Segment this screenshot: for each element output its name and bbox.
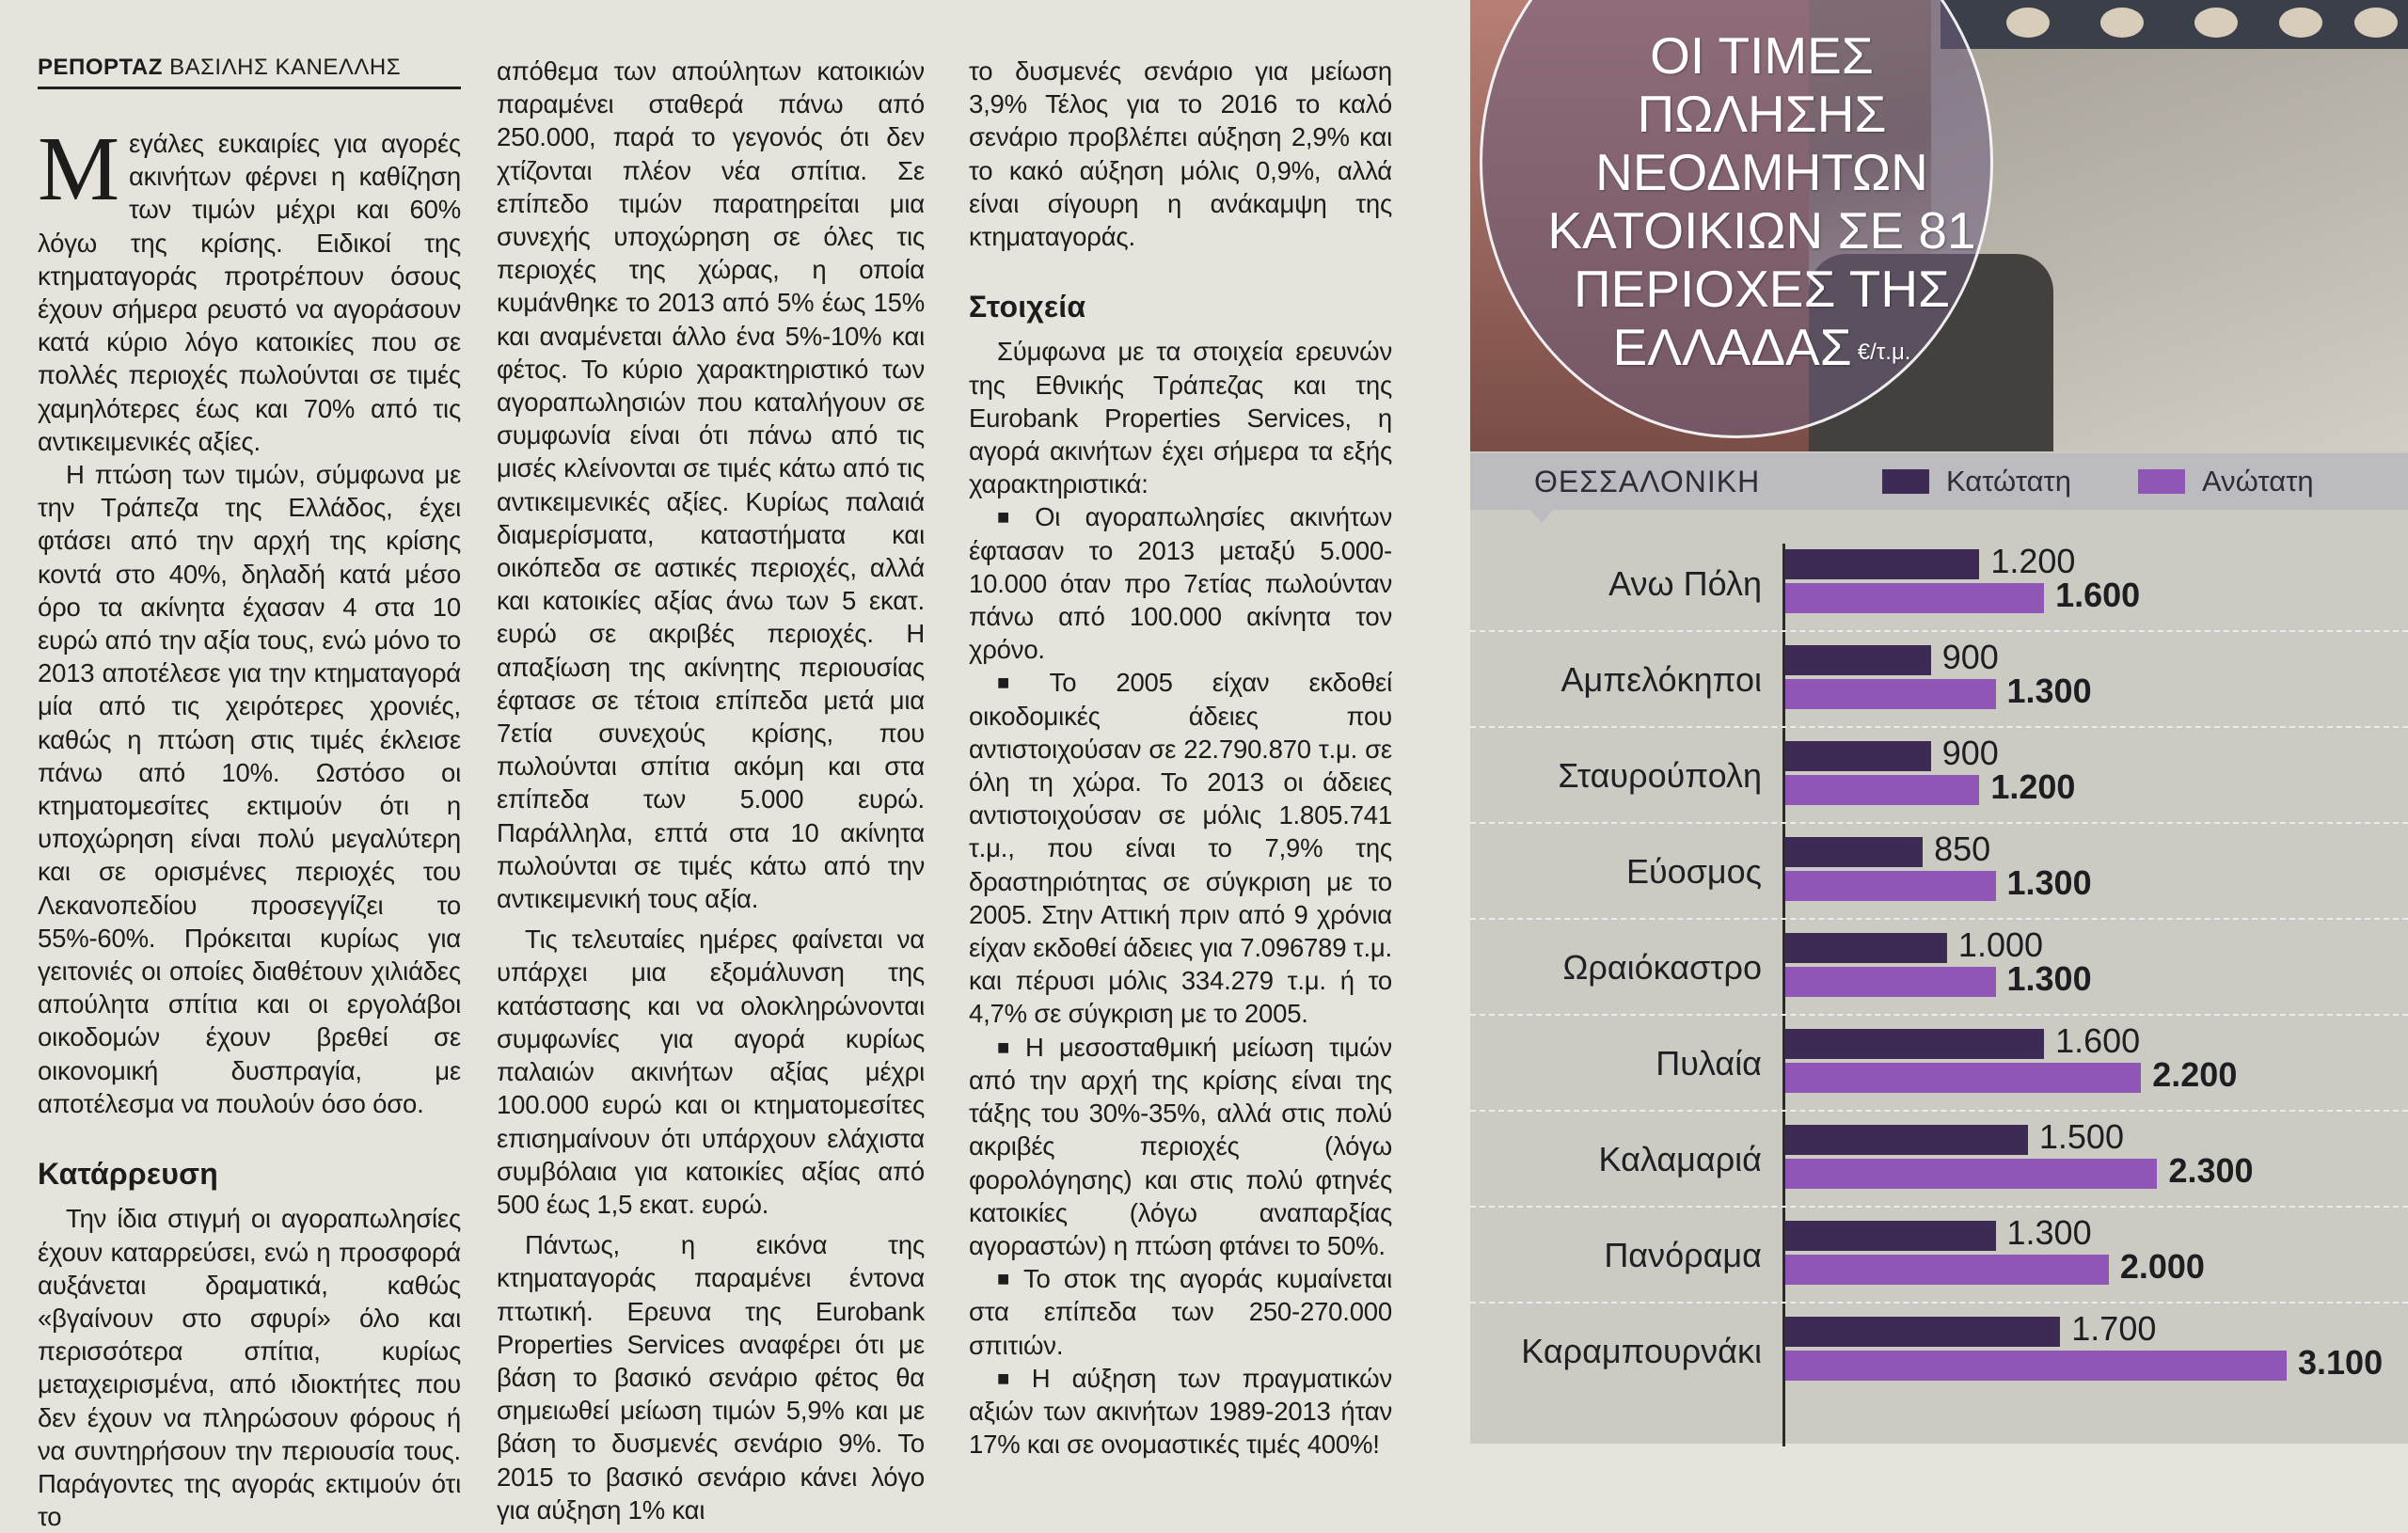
data-label-min: 1.500 [2038, 1117, 2124, 1156]
article-text-col1 [38, 119, 461, 1533]
data-label-max: 2.300 [2168, 1151, 2254, 1190]
data-label-max: 1.300 [2006, 672, 2092, 710]
bar-max [1785, 583, 2044, 613]
row-separator [1470, 1110, 2408, 1112]
subheading-data: Στοιχεία [969, 290, 1086, 324]
lead-paragraph [38, 119, 461, 458]
category-label: Πανόραμα [1604, 1236, 1762, 1274]
data-label-min: 1.600 [2055, 1021, 2141, 1060]
legend-swatch-high [2138, 469, 2185, 494]
category-label: Ωραιόκαστρο [1562, 948, 1762, 987]
bar-min [1785, 1029, 2044, 1059]
legend-pointer [1529, 508, 1555, 523]
category-label: Εύοσμος [1625, 852, 1762, 891]
stone-shape [2194, 8, 2238, 38]
data-label-min: 1.200 [1990, 542, 2076, 580]
row-separator [1470, 726, 2408, 728]
title-line [1470, 318, 2053, 382]
bullet-item: ■ Οι αγοραπωλησίες ακινήτων έφτασαν το 2013 μεταξύ 5.000-10.000 όταν προ 7ετίας πωλούνταν πάνω από 100.000 ακίνητα τον χρόνο. [969, 500, 1392, 666]
bar-max [1785, 679, 1996, 709]
price-chart [1470, 527, 2408, 1444]
title-line: ΠΕΡΙΟΧΕΣ ΤΗΣ [1573, 260, 1951, 318]
bar-min [1785, 1317, 2060, 1347]
bullet-item: ■ Το στοκ της αγοράς κυμαίνεται στα επίπεδα των 250-270.000 σπιτιών. [969, 1262, 1392, 1362]
infographic [1470, 0, 2408, 1444]
article-text-col2 [497, 55, 925, 1526]
row-separator [1470, 822, 2408, 824]
header-photo [1470, 0, 2408, 451]
bar-max [1785, 871, 1996, 901]
bar-min [1785, 645, 1931, 675]
article-text-col3 [969, 55, 1392, 1461]
stone-shape [2100, 8, 2144, 38]
row-separator [1470, 918, 2408, 920]
data-label-min: 900 [1941, 638, 1999, 676]
category-label: Καλαμαριά [1598, 1140, 1762, 1178]
bar-max [1785, 1159, 2157, 1189]
bullet-item: ■ Η μεσοσταθμική μείωση τιμών από την αρχή της κρίσης είναι της τάξης του 30%-35%, αλλά στις πολύ ακριβές περιοχές (λόγω φορολόγησης) και στις πολύ φτηνές κατοικίες (λόγω αναπαρξίας αγοραστών) η πτώση φτάνει το 50%. [969, 1031, 1392, 1262]
stone-shape [2354, 8, 2398, 38]
data-label-max: 1.300 [2006, 863, 2092, 902]
data-label-min: 900 [1941, 734, 1999, 772]
data-label-min: 1.300 [2006, 1213, 2092, 1252]
data-label-max: 2.200 [2152, 1055, 2238, 1094]
data-label-max: 1.200 [1990, 767, 2076, 806]
title-line: ΚΑΤΟΙΚΙΩΝ ΣΕ 81 [1547, 201, 1976, 260]
legend-bar [1470, 453, 2408, 510]
unit-label: €/τ.μ. [1857, 340, 1911, 365]
bar-min [1785, 1221, 1996, 1251]
category-label: Καραμπουρνάκι [1521, 1332, 1762, 1370]
bar-max [1785, 1255, 2109, 1285]
drop-cap: Μ [38, 119, 119, 220]
legend-item-high [2138, 465, 2314, 498]
data-label-max: 1.600 [2055, 576, 2141, 614]
bar-max [1785, 967, 1996, 997]
bar-min [1785, 741, 1931, 771]
bar-min [1785, 933, 1947, 963]
category-label: Πυλαία [1656, 1044, 1762, 1083]
stone-shape [2279, 8, 2322, 38]
data-label-max: 1.300 [2006, 959, 2092, 998]
bar-min [1785, 549, 1979, 579]
bar-max [1785, 775, 1979, 805]
bar-min [1785, 837, 1923, 867]
article-column-2 [497, 55, 925, 1526]
paragraph: Η πτώση των τιμών, σύμφωνα με την Τράπεζα της Ελλάδος, έχει φτάσει από την αρχή της κρίσης κοντά στο 40%, δηλαδή κατά μέσο όρο τα ακίνητα έχασαν 4 στα 10 ευρώ από την αξία τους, ενώ μόνο το 2013 αποτέλεσε για την κτηματαγορά μία από τις χειρότερες χρονιές, καθώς η πτώση στις τιμές έκλεισε πάνω από 10%. Ωστόσο οι κτηματομεσίτες εκτιμούν ότι η υποχώρηση είναι πολύ μεγαλύτερη και σε ορισμένες περιοχές του Λεκανοπεδίου προσεγγίζει το 55%-60%. Πρόκειται κυρίως για γειτονιές οι οποίες διαθέτουν χιλιάδες απούλητα σπίτια και οι εργολάβοι οικοδομών έχουν βρεθεί σε οικονομική δυσπραγία, με αποτέλεσμα να πουλούν όσο όσο. [38, 460, 461, 1118]
paragraph: Τις τελευταίες ημέρες φαίνεται να υπάρχει μια εξομάλυνση της κατάστασης και να ολοκληρώνονται συμφωνίες για αγορά κυρίως παλαιών ακινήτων αξίας μέχρι 100.000 ευρώ και οι κτηματομεσίτες επισημαίνουν ότι υπάρχουν ελάχιστα συμβόλαια για κατοικίες αξίας από 500 έως 1,5 εκατ. ευρώ. [497, 925, 925, 1219]
title-line: ΟΙ ΤΙΜΕΣ [1650, 26, 1874, 85]
paragraph: απόθεμα των απούλητων κατοικιών παραμένει σταθερά πάνω από 250.000, παρά το γεγονός ότι δεν χτίζονται πλέον νέα σπίτια. Σε επίπεδο τιμών παρατηρείται μια συνεχής υποχώρηση σε όλες τις περιοχές της χώρας, η οποία κυμάνθηκε το 2013 από 5% έως 15% και αναμένεται άλλο ένα 5%-10% και φέτος. Το κύριο χαρακτηριστικό των αγοραπωλησιών που καταλήγουν σε συμφωνία είναι ότι πάνω από τις μισές κλείνονται σε τιμές κάτω από τις αντικειμενικές αξίες. Κυρίως παλαιά διαμερίσματα, καταστήματα και οικόπεδα σε αστικές περιοχές, αλλά και κατοικίες αξίας άνω των 5 εκατ. ευρώ σε ακριβές περιοχές. Η απαξίωση της ακίνητης περιουσίας έφτασε σε τέτοια επίπεδα μετά μια 7ετία συνεχούς κρίσης, που πωλούνται σπίτια ακόμη και στα επίπεδα των 5.000 ευρώ. Παράλληλα, επτά στα 10 ακίνητα πωλούνται σε τιμές κάτω από την αντικειμενική τους αξία. [497, 56, 925, 914]
article-column-3 [969, 55, 1392, 1461]
title-line-text: ΕΛΛΑΔΑΣ [1612, 318, 1852, 376]
category-label: Αμπελόκηποι [1560, 660, 1762, 699]
paragraph: Την ίδια στιγμή οι αγοραπωλησίες έχουν καταρρεύσει, ενώ η προσφορά αυξάνεται δραματικά, καθώς «βγαίνουν στο σφυρί» όλο και περισσότερα σπίτια, κυρίως μεταχειρισμένα, από ιδιοκτήτες που δεν έχουν να πληρώσουν φόρους ή να συντηρήσουν την περιουσία τους. Παράγοντες της αγοράς εκτιμούν ότι το [38, 1204, 461, 1532]
byline-author: ΒΑΣΙΛΗΣ ΚΑΝΕΛΛΗΣ [169, 55, 402, 80]
data-label-min: 1.000 [1957, 925, 2044, 964]
bullet-item: ■ Η αύξηση των πραγματικών αξιών των ακινήτων 1989-2013 ήταν 17% και σε ονομαστικές τιμές 400%! [969, 1362, 1392, 1462]
bar-min [1785, 1125, 2028, 1155]
byline-kind: ΡΕΠΟΡΤΑΖ [38, 55, 163, 80]
row-separator [1470, 630, 2408, 632]
title-line: ΠΩΛΗΣΗΣ [1637, 85, 1887, 143]
category-label: Ανω Πόλη [1608, 564, 1762, 603]
legend-label-high: Ανώτατη [2202, 465, 2314, 498]
row-separator [1470, 1302, 2408, 1304]
legend-swatch-low [1882, 469, 1929, 494]
bullet-item: ■ Το 2005 είχαν εκδοθεί οικοδομικές άδειες που αντιστοιχούσαν σε 22.790.870 τ.μ. σε όλη τη χώρα. Το 2013 οι άδειες αντιστοιχούσαν σε μόλις 1.805.741 τ.μ., που είναι το 7,9% της δραστηριότητας σε σύγκριση με το 2005. Στην Αττική πριν από 9 χρόνια είχαν εκδοθεί άδειες για 7.096789 τ.μ. και πέρυσι μόλις 334.279 τ.μ. ή το 4,7% σε σύγκριση με το 2005. [969, 666, 1392, 1030]
bar-max [1785, 1351, 2287, 1381]
data-label-min: 1.700 [2071, 1309, 2157, 1348]
legend-label-low: Κατώτατη [1946, 465, 2072, 498]
lead-paragraph-text: εγάλες ευκαιρίες για αγορές ακινήτων φέρνει η καθίζηση των τιμών μέχρι και 60% λόγω της κρίσης. Ειδικοί της κτηματαγοράς προτρέπουν όσους έχουν σήμερα ρευστό να αγοράσουν κατά κύριο λόγο κατοικίες που σε πολλές περιοχές πωλούνται σε τιμές χαμηλότερες έως και 70% από τις αντικειμενικές αξίες. [38, 129, 461, 456]
bar-max [1785, 1063, 2141, 1093]
infographic-title [1470, 26, 2053, 382]
city-label: ΘΕΣΣΑΛΟΝΙΚΗ [1534, 464, 1761, 498]
data-label-max: 3.100 [2298, 1343, 2384, 1382]
data-label-min: 850 [1934, 830, 1991, 868]
title-line: ΝΕΟΔΜΗΤΩΝ [1595, 143, 1928, 201]
legend-item-low [1882, 465, 2071, 498]
data-label-max: 2.000 [2119, 1247, 2205, 1286]
byline [38, 55, 461, 89]
row-separator [1470, 1014, 2408, 1016]
category-label: Σταυρούπολη [1558, 756, 1762, 795]
subheading-collapse: Κατάρρευση [38, 1157, 218, 1192]
paragraph: Πάντως, η εικόνα της κτηματαγοράς παραμένει έντονα πτωτική. Ερευνα της Eurobank Properties Services αναφέρει ότι με βάση το βασικό σενάριο φέτος θα σημειωθεί μείωση τιμών 5,9% και με βάση το δυσμενές σενάριο 9%. Το 2015 το βασικό σενάριο κάνει λόγο για αύξηση 1% και [497, 1230, 925, 1525]
paragraph: το δυσμενές σενάριο για μείωση 3,9% Τέλος για το 2016 το καλό σενάριο προβλέπει αύξηση 2,9% και το κακό αύξηση μόλις 0,9%, αλλά είναι σίγουρη η ανάκαμψη της κτηματαγοράς. [969, 56, 1392, 252]
row-separator [1470, 1206, 2408, 1208]
paragraph: Σύμφωνα με τα στοιχεία ερευνών της Εθνικής Τράπεζας και της Eurobank Properties Services, η αγορά ακινήτων έχει σήμερα τα εξής χαρακτηριστικά: [969, 337, 1392, 499]
article-column-1 [38, 55, 461, 1533]
